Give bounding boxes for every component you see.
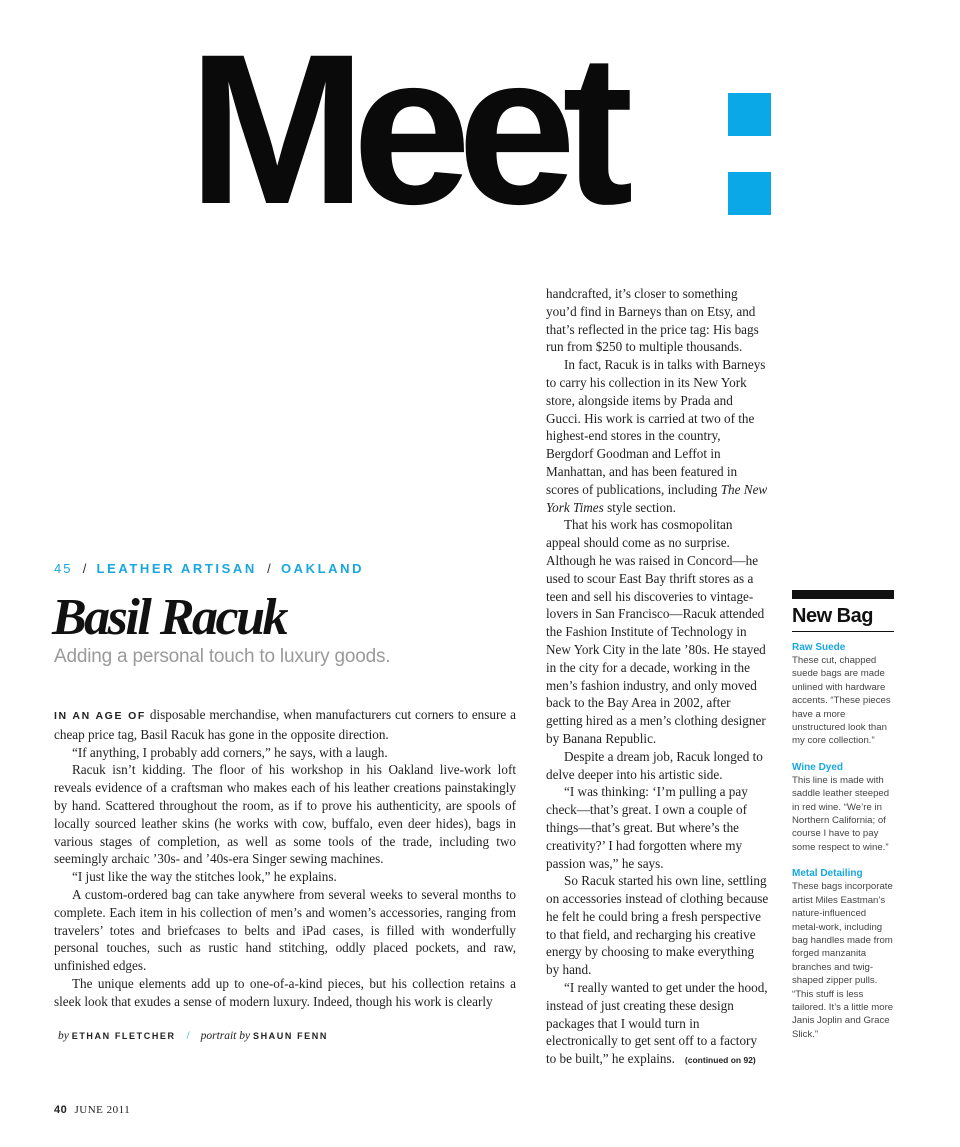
continued-link[interactable]: (continued on 92)	[684, 1055, 756, 1066]
body-left-column	[54, 706, 516, 1011]
sidebar-item-text: These bags incorporate artist Miles Eastman’s nature-influenced metal-work, including bag handles made from forged manzanita branches and twig-shaped zipper pulls. “This stuff is less tailored. It’s a little more Janis Joplin and Grace Slick.”	[792, 881, 894, 1040]
body-paragraph: “I was thinking: ‘I’m pulling a pay check—that’s great. I own a couple of things—that’s great. But where’s the creativity?’ I had forgotten where my passion was,” he says.	[546, 784, 748, 871]
page-number: 40	[54, 1104, 68, 1116]
dek: Adding a personal touch to luxury goods.	[54, 646, 391, 667]
body-paragraph: The unique elements add up to one-of-a-kind pieces, but his collection retains a sleek look that exudes a sense of modern luxury. Indeed, though his work is clearly	[54, 975, 516, 1009]
sidebar-item-text: This line is made with saddle leather steeped in red wine. “We’re in Northern California; of course I have to pay some respect to wine.”	[792, 774, 890, 853]
byline-writer: ETHAN FLETCHER	[71, 1031, 176, 1041]
lead-in: IN AN AGE OF	[54, 710, 146, 722]
sidebar-item-heading: Wine Dyed	[792, 761, 844, 773]
paragraph-text: In fact, Racuk is in talks with Barneys to carry his collection in its New York store, alongside items by Prada and Gucci. His work is carried at two of the highest-end stores in the country, Bergdorf Goodman and Leffot in Manhattan, and has been featured in scores of publications, including	[546, 357, 766, 497]
sidebar-rule	[792, 590, 894, 599]
sidebar-item-text: These cut, chapped suede bags are made unlined with hardware accents. “These pieces have a more unstructured look than my core collection.”	[792, 655, 891, 747]
kicker-separator: /	[82, 561, 87, 576]
body-paragraph	[546, 979, 770, 1070]
byline-photographer: SHAUN FENN	[252, 1031, 328, 1041]
body-paragraph: Despite a dream job, Racuk longed to delve deeper into his artistic side.	[546, 748, 763, 782]
byline-by-label: by	[58, 1030, 69, 1042]
body-paragraph: That his work has cosmopolitan appeal should come as no surprise. Although he was raised in Concord—he used to scour East Bay thrift stores as a teen and sell his discoveries to vintage-lovers in San Francisco—Racuk attended the Fashion Institute of Technology in New York City in the late ’80s. He stayed in the city for a decade, working in the men’s fashion industry, and only moved back to the Bay Area in 2002, after getting hired as a men’s clothing designer by Banana Republic.	[546, 517, 766, 746]
body-paragraph: Racuk isn’t kidding. The floor of his workshop in his Oakland live-work loft reveals evidence of a craftsman who makes each of his leather creations painstakingly by hand. Scattered throughout the room, as if to prove his authenticity, are spools of locally sourced leather skins (he works with cow, buffalo, even deer hides), bags in various stages of completion, as well as some tools of the trade, including two seemingly archaic ’30s- and ’40s-era Singer sewing machines.	[54, 762, 516, 867]
paragraph-text: disposable merchandise, when manufacturers cut corners to ensure a cheap price tag, Basil Racuk has gone in the opposite direction.	[54, 707, 516, 742]
byline-separator: /	[186, 1030, 190, 1042]
sidebar-item	[792, 867, 894, 1041]
kicker	[54, 561, 364, 576]
sidebar-divider	[792, 631, 894, 632]
headline-colon-top	[728, 93, 771, 136]
kicker-number: 45	[54, 561, 73, 576]
headline-word: Meet	[188, 10, 620, 249]
publication-title: The New York Times	[546, 481, 768, 515]
profile-name: Basil Racuk	[52, 589, 286, 646]
kicker-location: OAKLAND	[280, 561, 365, 576]
kicker-category: LEATHER ARTISAN	[96, 561, 257, 576]
body-paragraph: handcrafted, it’s closer to something you’d find in Barneys than on Etsy, and that’s reflected in the price tag: His bags run from $250 to multiple thousands.	[546, 286, 759, 355]
body-paragraph: So Racuk started his own line, settling on accessories instead of clothing because he felt he could bring a fresh perspective to that field, and recharging his creative energy by choosing to make everything by hand.	[546, 873, 769, 978]
body-paragraph	[546, 356, 770, 516]
sidebar-title: New Bag	[792, 605, 873, 627]
body-paragraph	[54, 706, 516, 744]
sidebar-item-heading: Metal Detailing	[792, 868, 863, 880]
headline-colon-bottom	[728, 172, 771, 215]
byline-portrait-label: portrait by	[200, 1030, 251, 1042]
paragraph-text: “I really wanted to get under the hood, instead of just creating these design packages that I would turn in electronically to get sent off to a factory to be built,” he explains.	[546, 980, 768, 1067]
issue-date: JUNE 2011	[74, 1104, 131, 1116]
body-paragraph: A custom-ordered bag can take anywhere from several weeks to several months to complete. Each item in his collection of men’s and women’s accessories, ranging from travelers’ totes and briefcases to belts and iPad cases, is filled with wonderfully personal touches, such as rustic hand stitching, oddly placed pockets, and raw, unfinished edges.	[54, 886, 516, 974]
paragraph-text: style section.	[607, 499, 676, 515]
kicker-separator: /	[267, 561, 271, 576]
body-paragraph: “If anything, I probably add corners,” he says, with a laugh.	[72, 744, 388, 760]
sidebar-item	[792, 641, 894, 748]
sidebar-new-bag	[792, 590, 894, 1041]
byline	[58, 1030, 328, 1042]
sidebar-item-heading: Raw Suede	[792, 642, 846, 653]
body-right-column	[546, 285, 770, 1070]
folio	[54, 1104, 130, 1116]
sidebar-item	[792, 761, 894, 854]
body-paragraph: “I just like the way the stitches look,” he explains.	[72, 869, 337, 885]
